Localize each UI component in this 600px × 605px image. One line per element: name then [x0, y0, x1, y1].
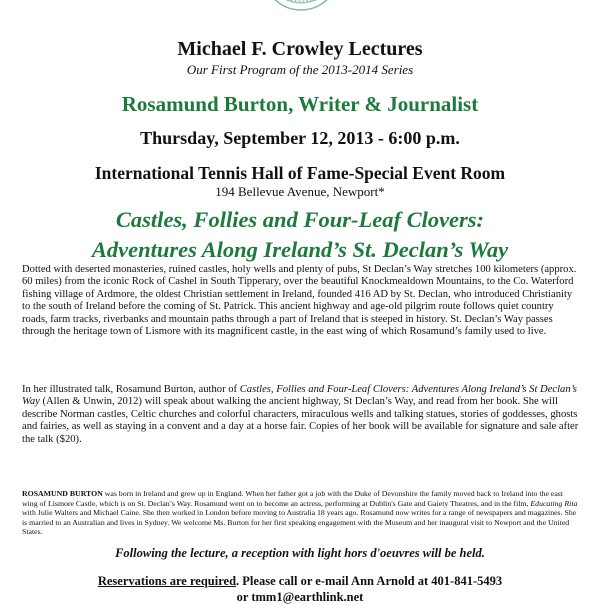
contact-email[interactable]: or tmm1@earthlink.net: [236, 590, 364, 604]
bio-text-start: was born in Ireland and grew up in England. When her father got a job with the Duke of Devonshire the family moved back to Ireland into the east wing of Lismore Castle, which is on St. Declan’s Way. Rosamund went on to become an actress, performing at Dublin's Gate and Gaiety Theatres, and in the film,: [22, 489, 563, 508]
talk-paragraph-intro: In her illustrated talk, Rosamund Burton, author of: [22, 384, 240, 395]
reservations-line: [0, 574, 600, 589]
talk-paragraph-rest: (Allen & Unwin, 2012) will speak about walking the ancient highway, St Declan’s Way, and read from her book. She will describe Norman castles, Celtic churches and colorful characters, miraculous wells and talking statues, stories of goddesses, ghosts and fairies, as well as staying in a convent and a day at a horse fair. Copies of her book will be available for signature and sale after the talk ($20).: [22, 396, 579, 445]
event-address: 194 Bellevue Avenue, Newport*: [215, 184, 385, 199]
reservations-label: Reservations are required: [97, 574, 237, 588]
speaker-heading: Rosamund Burton, Writer & Journalist: [121, 92, 479, 116]
museum-seal-logo: [262, 0, 340, 14]
talk-title-line2: Adventures Along Ireland’s St. Declan’s Way: [91, 237, 509, 262]
talk-title: [0, 205, 600, 265]
series-title: Michael F. Crowley Lectures: [177, 38, 423, 60]
reservations-text: . Please call or e-mail Ann Arnold at 401-841-5493: [236, 574, 503, 588]
talk-paragraph: [22, 384, 580, 446]
event-date-time: Thursday, September 12, 2013 - 6:00 p.m.: [140, 128, 460, 148]
talk-title-line1: Castles, Follies and Four-Leaf Clovers:: [115, 207, 485, 232]
bio-name: ROSAMUND BURTON: [22, 489, 103, 498]
description-paragraph: Dotted with deserted monasteries, ruined castles, holy wells and plenty of pubs, St Declan’s Way stretches 100 kilometers (approx. 60 miles) from the iconic Rock of Cashel in South Tipperary, over the beautiful Knockmealdown Mountains, to the Co. Waterford fishing village of Ardmore, the oldest Christian settlement in Ireland, founded 416 AD by St. Declan, who introduced Christianity to the south of Ireland before the coming of St. Patrick. This ancient highway and age-old pilgrim route follows quiet country roads, farm tracks, riverbanks and mountain paths through a part of Ireland that is steeped in history. St. Declan’s Way passes through the heritage town of Lismore with its magnificent castle, in the east wing of which Rosamund’s family used to live.: [22, 264, 577, 338]
bio-text-end: with Julie Walters and Michael Caine. She then worked in London before moving to Australia 18 years ago. Rosamund now writes for a range of newspapers and magazines. She is married to an Australian and lives in Sydney. We welcome Ms. Burton for her first speaking engagement with the Museum and her inaugural visit to Newport and the United States.: [22, 508, 577, 537]
event-venue: International Tennis Hall of Fame-Special Event Room: [94, 163, 506, 183]
author-bio: [22, 489, 580, 537]
reception-note: Following the lecture, a reception with light hors d'oeuvres will be held.: [115, 546, 485, 560]
series-subtitle: Our First Program of the 2013-2014 Series: [186, 62, 414, 77]
bio-film-title: Educating Rita: [530, 498, 578, 508]
book-title: Castles, Follies and Four-Leaf Clovers: Adventures Along Ireland’s St Declan’s Way: [22, 384, 577, 408]
